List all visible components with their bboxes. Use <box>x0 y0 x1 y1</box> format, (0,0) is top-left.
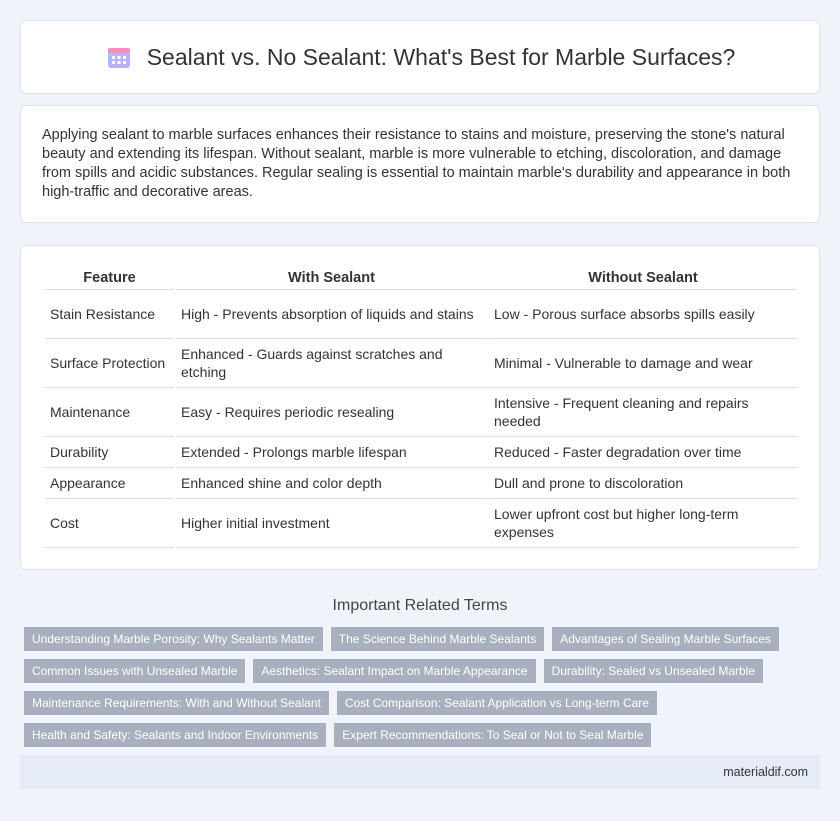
table-row <box>45 468 797 499</box>
header-feature: Feature <box>45 268 174 290</box>
cell-without-sealant: Intensive - Frequent cleaning and repairs needed <box>489 388 797 437</box>
related-terms-list <box>20 627 820 747</box>
table-row <box>45 339 797 388</box>
header-with-sealant: With Sealant <box>176 268 487 290</box>
related-term-tag[interactable]: Understanding Marble Porosity: Why Sealants Matter <box>24 627 323 651</box>
comparison-card <box>20 245 820 570</box>
table-row <box>45 437 797 468</box>
cell-without-sealant: Low - Porous surface absorbs spills easily <box>489 290 797 339</box>
cell-feature: Appearance <box>45 468 174 499</box>
related-term-tag[interactable]: Maintenance Requirements: With and Without Sealant <box>24 691 329 715</box>
page-header <box>20 20 820 94</box>
table-row <box>45 388 797 437</box>
related-term-tag[interactable]: Durability: Sealed vs Unsealed Marble <box>544 659 763 683</box>
related-term-tag[interactable]: Health and Safety: Sealants and Indoor Environments <box>24 723 326 747</box>
related-term-tag[interactable]: Common Issues with Unsealed Marble <box>24 659 245 683</box>
table-row <box>45 499 797 548</box>
cell-with-sealant: Enhanced - Guards against scratches and etching <box>176 339 487 388</box>
tag-row <box>24 627 820 651</box>
cell-feature: Maintenance <box>45 388 174 437</box>
intro-paragraph: Applying sealant to marble surfaces enhances their resistance to stains and moisture, preserving the stone's natural beauty and extending its lifespan. Without sealant, marble is more vulnerable to etching, discoloration, and damage from spills and acidic substances. Regular sealing is essential to maintain marble's durability and appearance in both high-traffic and decorative areas. <box>20 105 820 223</box>
cell-with-sealant: Extended - Prolongs marble lifespan <box>176 437 487 468</box>
cell-with-sealant: High - Prevents absorption of liquids and stains <box>176 290 487 339</box>
cell-feature: Cost <box>45 499 174 548</box>
related-term-tag[interactable]: Aesthetics: Sealant Impact on Marble Appearance <box>253 659 535 683</box>
cell-without-sealant: Minimal - Vulnerable to damage and wear <box>489 339 797 388</box>
cell-feature: Durability <box>45 437 174 468</box>
cell-without-sealant: Reduced - Faster degradation over time <box>489 437 797 468</box>
cell-without-sealant: Lower upfront cost but higher long-term expenses <box>489 499 797 548</box>
calendar-grid-icon <box>105 43 133 71</box>
page-footer <box>20 755 820 789</box>
cell-with-sealant: Easy - Requires periodic resealing <box>176 388 487 437</box>
site-link[interactable]: materialdif.com <box>723 765 808 779</box>
cell-feature: Stain Resistance <box>45 290 174 339</box>
table-header-row <box>45 268 797 290</box>
cell-with-sealant: Higher initial investment <box>176 499 487 548</box>
tag-row <box>24 723 820 747</box>
tag-row <box>24 691 820 715</box>
cell-with-sealant: Enhanced shine and color depth <box>176 468 487 499</box>
related-term-tag[interactable]: Expert Recommendations: To Seal or Not to Seal Marble <box>334 723 651 747</box>
cell-feature: Surface Protection <box>45 339 174 388</box>
tag-row <box>24 659 820 683</box>
related-term-tag[interactable]: Advantages of Sealing Marble Surfaces <box>552 627 779 651</box>
cell-without-sealant: Dull and prone to discoloration <box>489 468 797 499</box>
table-row <box>45 290 797 339</box>
comparison-table <box>43 268 799 548</box>
header-without-sealant: Without Sealant <box>489 268 797 290</box>
related-term-tag[interactable]: Cost Comparison: Sealant Application vs Long-term Care <box>337 691 657 715</box>
related-term-tag[interactable]: The Science Behind Marble Sealants <box>331 627 544 651</box>
page-title: Sealant vs. No Sealant: What's Best for Marble Surfaces? <box>146 43 736 70</box>
related-terms-title: Important Related Terms <box>332 597 508 614</box>
